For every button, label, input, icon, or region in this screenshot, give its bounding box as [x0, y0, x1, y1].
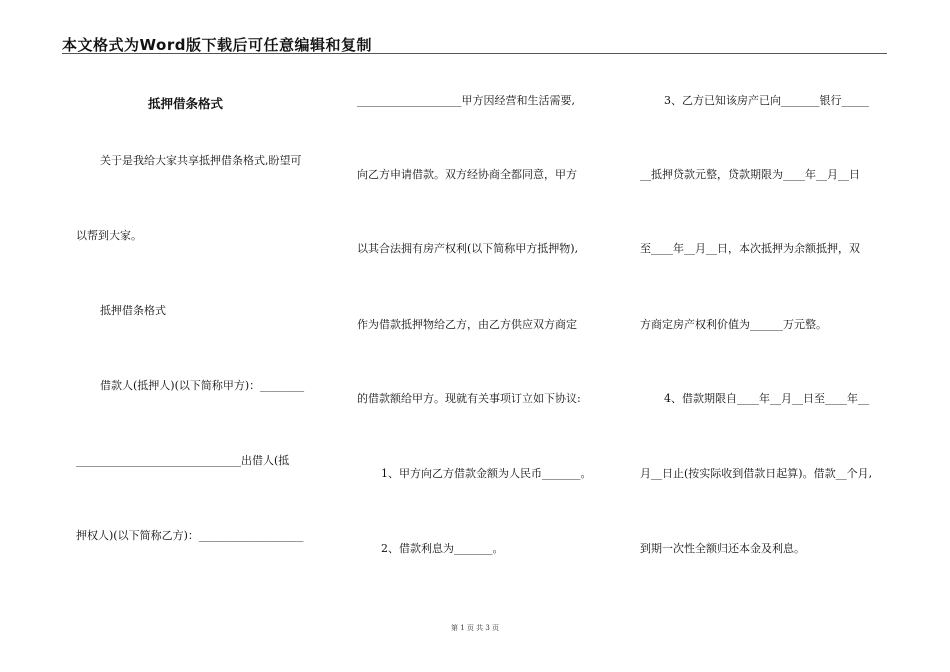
paragraph-line: ______________________________出借人(抵	[76, 454, 290, 467]
paragraph-line: 至____年__月__日，本次抵押为余额抵押，双	[640, 242, 860, 255]
clause-line: 1、甲方向乙方借款金额为人民币_______。	[381, 467, 592, 480]
paragraph-line: 作为借款抵押物给乙方，由乙方供应双方商定	[357, 318, 577, 331]
paragraph-line: 借款人(抵押人)(以下简称甲方)：________	[100, 379, 305, 392]
page-number: 第 1 页 共 3 页	[450, 624, 500, 632]
paragraph-line: ___________________甲方因经营和生活需要,	[357, 94, 575, 107]
clause-line: 4、借款期限自____年__月__日至____年__	[664, 392, 869, 405]
paragraph-line: 以其合法拥有房产权利(以下简称甲方抵押物),	[357, 242, 579, 255]
document-title: 抵押借条格式	[148, 96, 224, 111]
paragraph-line: 的借款额给甲方。现就有关事项订立如下协议:	[357, 392, 581, 405]
clause-line: 3、乙方已知该房产已向_______银行_____	[664, 94, 869, 107]
paragraph-line: 关于是我给大家共享抵押借条格式,盼望可	[100, 154, 302, 167]
paragraph-line: 到期一次性全额归还本金及利息。	[640, 542, 805, 555]
paragraph-line: __抵押贷款元整，贷款期限为____年__月__日	[640, 168, 860, 181]
paragraph-line: 以帮到大家。	[76, 229, 142, 242]
paragraph-line: 押权人)(以下简称乙方)：___________________	[76, 529, 304, 542]
clause-line: 2、借款利息为_______。	[381, 542, 504, 555]
paragraph-line: 月__日止(按实际收到借款日起算)。借款__个月,	[640, 467, 873, 480]
header-divider	[62, 53, 887, 54]
paragraph-line: 方商定房产权利价值为______万元整。	[640, 318, 827, 331]
section-heading: 抵押借条格式	[100, 304, 166, 317]
page-header: 本文格式为Word版下载后可任意编辑和复制	[62, 36, 372, 54]
paragraph-line: 向乙方申请借款。双方经协商全都同意，甲方	[357, 168, 577, 181]
